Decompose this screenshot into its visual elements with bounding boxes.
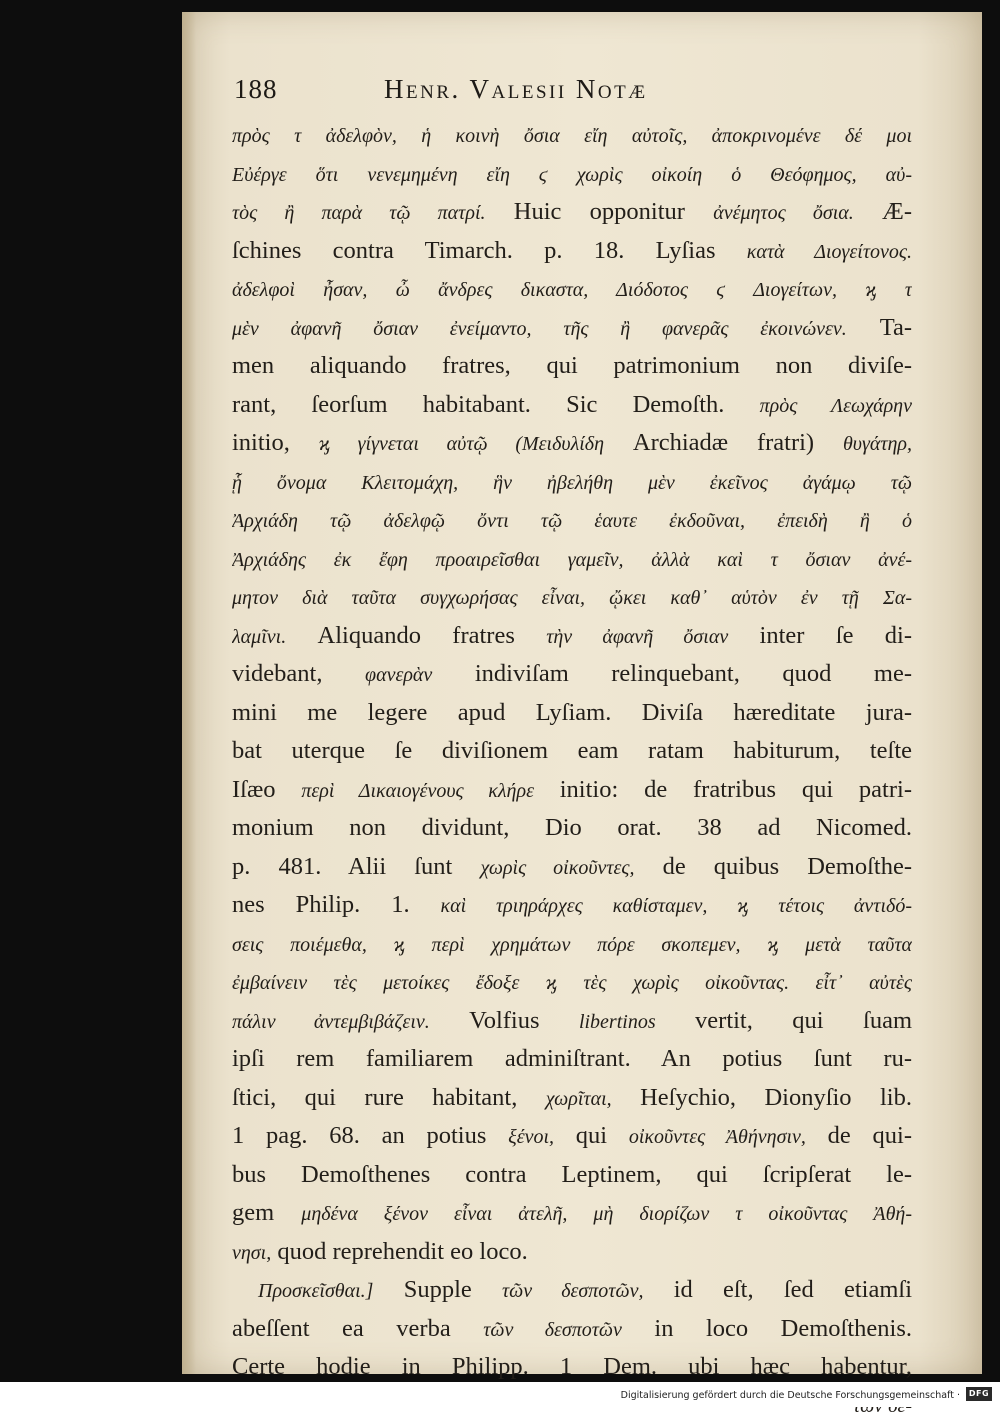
text-line [232, 1002, 912, 1041]
latin-text: bat uterque ſe diviſionem eam ratam habiturum, teſte [232, 737, 912, 764]
text-line [232, 1117, 912, 1156]
text-line [232, 963, 912, 1002]
latin-text: Heſychio, Dionyſio lib. [612, 1084, 912, 1111]
greek-text: ϗ γίγνεται αὐτῷ (Μειδυλίδη [319, 433, 604, 455]
greek-text: Ἀρχιάδη τῷ ἀδελφῷ ὄντι τῷ ἑαυτε ἐκδοῦναι, ἐπειδὴ ἢ ὁ [232, 510, 912, 532]
greek-text: τὴν ἀφανῆ ὄσιαν [546, 626, 728, 648]
greek-text: Εὐέργε ὅτι νενεμημένη εἴη ϛ χωρὶς οἰκοίη ὁ Θεόφημος, αὐ- [232, 164, 912, 186]
greek-text: νησι, [232, 1242, 271, 1264]
latin-text: videbant, [232, 660, 365, 687]
greek-text: τὸς ἢ παρὰ τῷ πατρί. [232, 202, 486, 224]
text-line [232, 1194, 912, 1233]
latin-text: initio: de fratribus qui patri- [534, 776, 912, 803]
greek-text: πρὸς τ ἀδελφὸν, ἡ κοινὴ ὄσια εἴη αὐτοῖς, ἀποκρινομένε δέ μοι [232, 125, 912, 147]
greek-text: χωρὶς οἰκοῦντες, [480, 857, 634, 879]
latin-text: de quibus Demoſthe- [635, 853, 912, 880]
greek-text: κατὰ Διογείτονος. [747, 241, 912, 263]
text-line [232, 347, 912, 386]
greek-text: ἐμβαίνειν τὲς μετοίκες ἔδοξε ϗ τὲς χωρὶς οἰκοῦντας. εἶτ᾽ αὐτὲς [232, 972, 912, 994]
latin-text: Huic opponitur [486, 198, 714, 225]
greek-text: μὲν ἀφανῆ ὄσιαν ἐνείμαντο, τῆς ἢ φανερᾶς ἐκοινώνεν. [232, 318, 847, 340]
body-text [232, 116, 912, 1425]
latin-text: men aliquando fratres, qui patrimonium non diviſe- [232, 352, 912, 379]
running-title: Henr. Valesii Notæ [384, 74, 648, 105]
text-line [232, 694, 912, 733]
latin-text: ſchines contra Timarch. p. 18. Lyſias [232, 237, 747, 264]
greek-text: πάλιν ἀντεμβιβάζειν. [232, 1011, 430, 1033]
latin-text: 1 pag. 68. an potius [232, 1122, 508, 1149]
latin-text: quod reprehendit eo loco. [271, 1238, 527, 1265]
latin-text: Ta- [847, 314, 912, 341]
text-line [232, 309, 912, 348]
greek-text: τῶν δεσποτῶν [483, 1319, 622, 1341]
text-line [232, 848, 912, 887]
text-line [232, 1271, 912, 1310]
text-line [232, 925, 912, 964]
latin-text: Supple [373, 1276, 502, 1303]
text-line [232, 270, 912, 309]
greek-text: Ἀρχιάδης ἐκ ἔφη προαιρεῖσθαι γαμεῖν, ἀλλὰ καὶ τ ὄσιαν ἀνέ- [232, 549, 912, 571]
text-line [232, 424, 912, 463]
text-line [232, 732, 912, 771]
text-line [232, 386, 912, 425]
text-line [232, 617, 912, 656]
text-line [232, 1233, 912, 1272]
latin-text: ipſi rem familiarem adminiſtrant. An potius ſunt ru- [232, 1045, 912, 1072]
text-line [232, 578, 912, 617]
greek-text: ξένοι, [508, 1126, 554, 1148]
text-line [232, 655, 912, 694]
page-number: 188 [234, 74, 278, 105]
greek-text: μητον διὰ ταῦτα συγχωρήσας εἶναι, ᾤκει καθ᾽ αὑτὸν ἐν τῇ Σα- [232, 587, 912, 609]
latin-text: p. 481. Alii ſunt [232, 853, 480, 880]
latin-text: bus Demoſthenes contra Leptinem, qui ſcripſerat le- [232, 1161, 912, 1188]
latin-text: Archiadæ fratri) [604, 429, 843, 456]
footer-bar [0, 1382, 1000, 1407]
latin-text: vertit, qui ſuam [656, 1007, 912, 1034]
text-line [232, 232, 912, 271]
footer-credit: Digitalisierung gefördert durch die Deutsche Forschungsgemeinschaft · [621, 1390, 960, 1401]
book-page [182, 12, 982, 1374]
text-line [232, 463, 912, 502]
latin-text: mini me legere apud Lyſiam. Diviſa hæreditate jura- [232, 699, 912, 726]
latin-text: de qui- [806, 1122, 912, 1149]
dfg-logo: DFG [966, 1387, 992, 1401]
greek-text: περὶ Δικαιογένους κλήρε [301, 780, 534, 802]
text-line [232, 809, 912, 848]
latin-text: gem [232, 1199, 301, 1226]
text-line [232, 1079, 912, 1118]
text-line [232, 1310, 912, 1349]
latin-text: nes Philip. 1. [232, 891, 441, 918]
text-line [232, 771, 912, 810]
greek-text: σεις ποιέμεθα, ϗ περὶ χρημάτων πόρε σκοπεμεν, ϗ μετὰ ταῦτα [232, 934, 912, 956]
text-line [232, 1156, 912, 1195]
latin-text: ſtici, qui rure habitant, [232, 1084, 546, 1111]
text-line [232, 155, 912, 194]
greek-text: θυγάτηρ, [843, 433, 912, 455]
greek-text: λαμῖνι. [232, 626, 286, 648]
greek-text: ᾗ ὄνομα Κλειτομάχη, ἣν ἠβελήθη μὲν ἐκεῖνος ἀγάμῳ τῷ [232, 472, 912, 494]
latin-text: indiviſam relinquebant, quod me- [432, 660, 912, 687]
greek-text: μηδένα ξένον εἶναι ἀτελῆ, μὴ διορίζων τ οἰκοῦντας Ἀθή- [301, 1203, 912, 1225]
latin-text: Certe hodie in Philipp. 1 Dem. ubi hæc habentur, [232, 1353, 912, 1380]
text-line [232, 193, 912, 232]
greek-text: τῶν δεσποτῶν, [502, 1280, 643, 1302]
greek-text: ἀδελφοὶ ἦσαν, ὦ ἄνδρες δικαστα, Διόδοτος ϛ Διογείτων, ϗ τ [232, 279, 912, 301]
text-line [232, 540, 912, 579]
greek-text: φανερὰν [365, 664, 432, 686]
text-line [232, 1348, 912, 1387]
page-header [234, 74, 794, 110]
latin-text: Æ- [854, 198, 912, 225]
greek-text: ἀνέμητος ὄσια. [713, 202, 854, 224]
latin-text: rant, ſeorſum habitabant. Sic Demoſth. [232, 391, 760, 418]
text-line [232, 501, 912, 540]
greek-text: καὶ τριηράρχες καθίσταμεν, ϗ τέτοις ἀντιδό- [441, 895, 912, 917]
greek-text: Προσκεῖσθαι.] [258, 1280, 373, 1302]
latin-text: Iſæo [232, 776, 301, 803]
latin-text: monium non dividunt, Dio orat. 38 ad Nicomed. [232, 814, 912, 841]
latin-text: Aliquando fratres [286, 622, 546, 649]
latin-text: initio, [232, 429, 319, 456]
latin-text: id eſt, ſed etiamſi [643, 1276, 912, 1303]
greek-text: οἰκοῦντες Ἀθήνησιν, [629, 1126, 806, 1148]
latin-text: inter ſe di- [728, 622, 912, 649]
greek-text: χωρῖται, [546, 1088, 612, 1110]
text-line [232, 886, 912, 925]
text-line [232, 1040, 912, 1079]
text-line [232, 116, 912, 155]
latin-text: Volfius [430, 1007, 579, 1034]
latin-text: qui [554, 1122, 629, 1149]
latin-text: in loco Demoſthenis. [622, 1315, 912, 1342]
latin-text: abeſſent ea verba [232, 1315, 483, 1342]
greek-text: πρὸς Λεωχάρην [760, 395, 912, 417]
greek-text: libertinos [579, 1011, 656, 1033]
